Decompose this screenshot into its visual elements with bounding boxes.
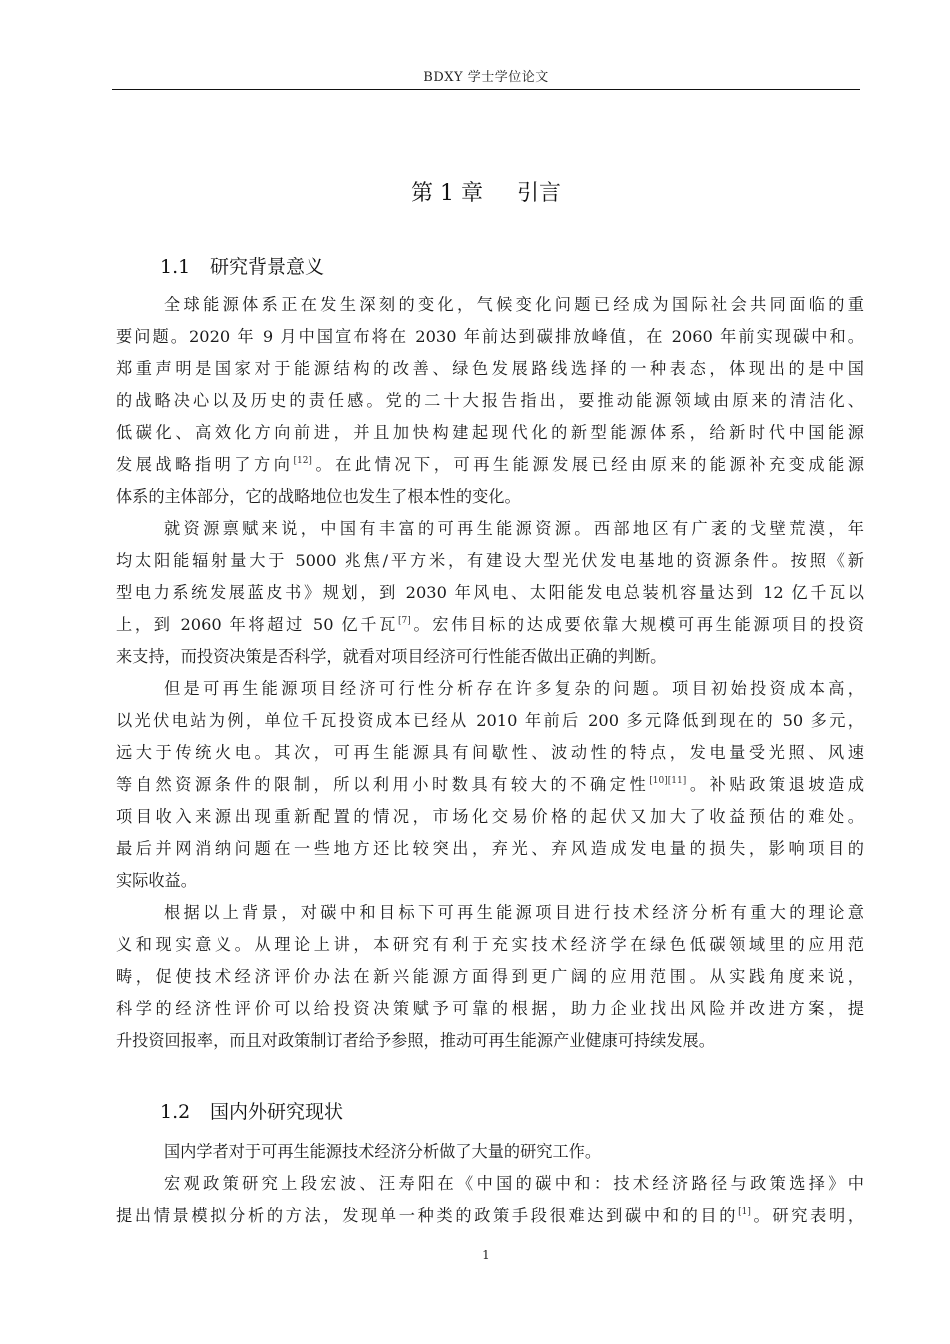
paragraph-line: 义和现实意义。从理论上讲，本研究有利于充实技术经济学在绿色低碳领域里的应用范	[116, 935, 864, 954]
paragraph-line: 根据以上背景，对碳中和目标下可再生能源项目进行技术经济分析有重大的理论意	[164, 903, 864, 922]
paragraph-line: 要问题。2020 年 9 月中国宣布将在 2030 年前达到碳排放峰值，在 2060 年前实现碳中和。	[116, 327, 864, 346]
paragraph-line-with-citation	[116, 1200, 864, 1232]
paragraph-line: 宏观政策研究上段宏波、汪寿阳在《中国的碳中和：技术经济路径与政策选择》中	[164, 1174, 864, 1193]
citation-ref: [12]	[293, 456, 312, 466]
paragraph-line: 实际收益。	[116, 871, 197, 890]
paragraph-line: 低碳化、高效化方向前进，并且加快构建起现代化的新型能源体系，给新时代中国能源	[116, 423, 864, 442]
paragraph-line: 全球能源体系正在发生深刻的变化，气候变化问题已经成为国际社会共同面临的重	[164, 295, 864, 314]
paragraph-line-with-citation	[116, 449, 864, 481]
section-number: 1.2	[160, 1101, 191, 1123]
citation-ref: [7]	[398, 616, 411, 626]
section-1-1-body	[116, 289, 864, 1057]
paragraph-line: 科学的经济性评价可以给投资决策赋予可靠的根据，助力企业找出风险并改进方案，提	[116, 999, 864, 1018]
paragraph-line: 升投资回报率，而且对政策制订者给予参照，推动可再生能源产业健康可持续发展。	[116, 1031, 715, 1050]
paragraph-line: 来支持，而投资决策是否科学，就看对项目经济可行性能否做出正确的判断。	[116, 647, 667, 666]
section-heading-1-2	[160, 1097, 343, 1124]
chapter-title-text: 引言	[516, 181, 561, 206]
text-run: 。补贴政策退坡造成	[686, 775, 865, 794]
text-run: 。在此情况下，可再生能源发展已经由原来的能源补充变成能源	[311, 455, 865, 474]
paragraph-line: 的战略决心以及历史的责任感。党的二十大报告指出，要推动能源领域由原来的清洁化、	[116, 391, 864, 410]
paragraph-line: 畴，促使技术经济评价办法在新兴能源方面得到更广阔的应用范围。从实践角度来说，	[116, 967, 864, 986]
paragraph-line-with-citation	[116, 769, 864, 801]
paragraph-line: 体系的主体部分，它的战略地位也发生了根本性的变化。	[116, 487, 521, 506]
page-number: 1	[482, 1248, 490, 1262]
citation-ref: [10][11]	[649, 776, 687, 786]
paragraph-line-with-citation	[116, 609, 864, 641]
paragraph-line: 国内学者对于可再生能源技术经济分析做了大量的研究工作。	[164, 1142, 602, 1161]
header-rule	[112, 89, 860, 90]
paragraph-line: 均太阳能辐射量大于 5000 兆焦/平方米，有建设大型光伏发电基地的资源条件。按照《新	[116, 551, 864, 570]
section-title: 研究背景意义	[210, 256, 325, 278]
paragraph-line: 以光伏电站为例，单位千瓦投资成本已经从 2010 年前后 200 多元降低到现在的 50 多元，	[116, 711, 864, 730]
paragraph-line: 但是可再生能源项目经济可行性分析存在许多复杂的问题。项目初始投资成本高，	[164, 679, 864, 698]
paragraph-line: 郑重声明是国家对于能源结构的改善、绿色发展路线选择的一种表态，体现出的是中国	[116, 359, 864, 378]
section-heading-1-1	[160, 252, 324, 279]
text-run: 等自然资源条件的限制，所以利用小时数具有较大的不确定性	[116, 775, 650, 794]
running-header: BDXY 学士学位论文	[423, 70, 549, 85]
paragraph-line: 远大于传统火电。其次，可再生能源具有间歇性、波动性的特点，发电量受光照、风速	[116, 743, 864, 762]
text-run: 。宏伟目标的达成要依靠大规模可再生能源项目的投资	[410, 615, 864, 634]
text-run: 上，到 2060 年将超过 50 亿千瓦	[116, 615, 399, 634]
citation-ref: [1]	[738, 1207, 751, 1217]
text-run: 发展战略指明了方向	[116, 455, 294, 474]
section-number: 1.1	[160, 256, 191, 278]
section-title: 国内外研究现状	[210, 1101, 344, 1123]
paragraph-line: 型电力系统发展蓝皮书》规划，到 2030 年风电、太阳能发电总装机容量达到 12 亿千瓦以	[116, 583, 864, 602]
paragraph-line: 就资源禀赋来说，中国有丰富的可再生能源资源。西部地区有广袤的戈壁荒漠，年	[164, 519, 864, 538]
paragraph-line: 项目收入来源出现重新配置的情况，市场化交易价格的起伏又加大了收益预估的难处。	[116, 807, 864, 826]
chapter-number: 第 1 章	[411, 181, 483, 206]
paragraph-line: 最后并网消纳问题在一些地方还比较突出，弃光、弃风造成发电量的损失，影响项目的	[116, 839, 864, 858]
text-run: 。研究表明，	[750, 1206, 865, 1225]
section-1-2-body	[116, 1136, 864, 1232]
text-run: 提出情景模拟分析的方法，发现单一种类的政策手段很难达到碳中和的目的	[116, 1206, 739, 1225]
chapter-title	[112, 176, 860, 207]
